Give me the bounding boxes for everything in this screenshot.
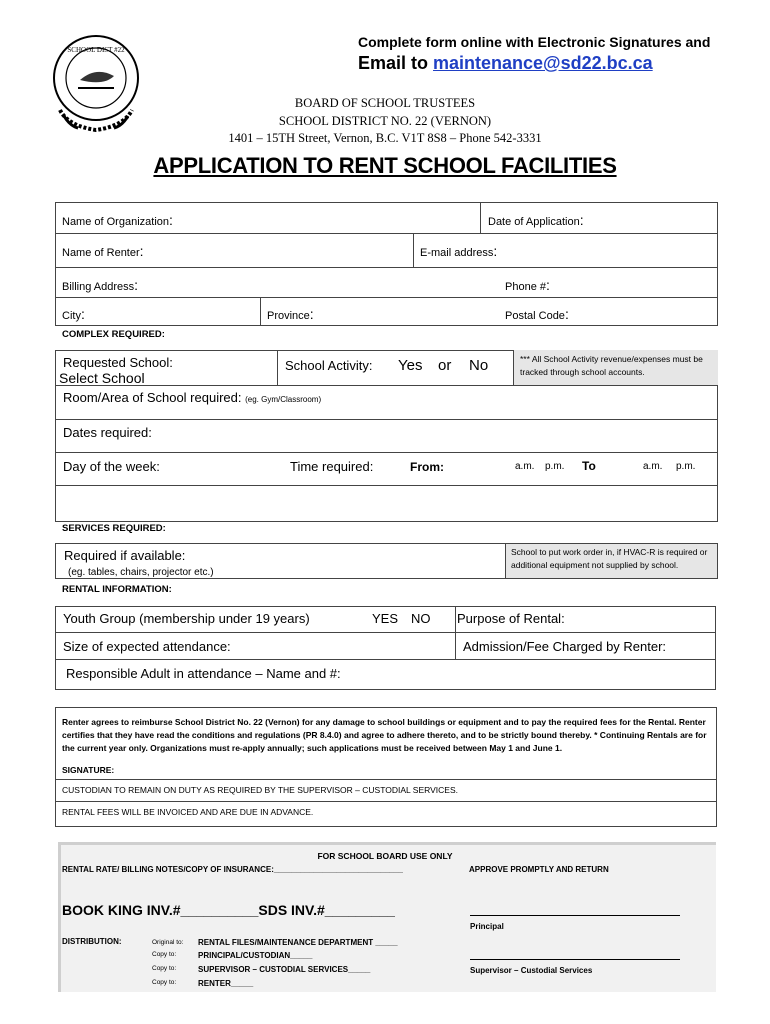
office-use-heading: FOR SCHOOL BOARD USE ONLY [317,851,453,861]
copy-to-label-3: Copy to: [152,979,177,986]
dates-required-field[interactable]: Dates required: [63,425,152,440]
colon: : [545,277,550,293]
rental-information-heading: RENTAL INFORMATION: [62,584,172,595]
time-required-label: Time required: [290,459,374,474]
colon: : [134,277,139,293]
label: Name of Renter [62,247,140,259]
board-name: BOARD OF SCHOOL TRUSTEES [294,96,476,110]
colon: : [309,306,314,322]
school-activity-label: School Activity: [285,358,373,373]
district-name: SCHOOL DISTRICT NO. 22 (VERNON) [278,114,492,128]
approve-label: APPROVE PROMPTLY AND RETURN [469,865,609,874]
complex-required-heading: COMPLEX REQUIRED: [62,329,165,340]
supervisor-custodial-line: SUPERVISOR – CUSTODIAL SERVICES_____ [198,965,371,974]
distribution-label: DISTRIBUTION: [62,937,122,946]
youth-group-yes[interactable]: YES [372,611,399,626]
date-of-application-field[interactable] [488,212,584,228]
school-activity-no[interactable]: No [469,357,489,374]
billing-address-field[interactable] [62,277,138,293]
province-field[interactable] [267,306,314,322]
to-label: To [582,459,596,473]
school-activity-or: or [438,357,452,374]
colon: : [139,243,144,259]
room-area-field[interactable] [63,390,321,405]
to-am[interactable]: a.m. [643,461,663,472]
colon: : [169,212,173,228]
colon: : [493,243,498,259]
label: Date of Application [488,216,580,228]
city-field[interactable] [62,306,85,322]
page-title: APPLICATION TO RENT SCHOOL FACILITIES [153,153,617,178]
email-address-field[interactable] [420,243,497,259]
colon: : [564,306,569,322]
email-prefix: Email to [358,53,434,73]
label: Postal Code [505,310,565,322]
fees-notice: RENTAL FEES WILL BE INVOICED AND ARE DUE IN ADVANCE. [62,807,314,817]
principal-custodian-line: PRINCIPAL/CUSTODIAN_____ [198,951,313,960]
youth-group-label: Youth Group (membership under 19 years) [63,611,310,626]
rental-files-line: RENTAL FILES/MAINTENANCE DEPARTMENT _____ [198,938,398,947]
supervisor-signature-line[interactable] [470,959,680,960]
colon: : [80,306,85,322]
select-school-dropdown[interactable]: Select School [59,370,145,386]
room-hint: (eg. Gym/Classroom) [245,395,322,404]
admission-fee-field[interactable]: Admission/Fee Charged by Renter: [463,639,667,654]
day-of-week-field[interactable]: Day of the week: [63,459,160,474]
svg-text:SCHOOL DIST #22: SCHOOL DIST #22 [67,46,125,54]
copy-to-label-1: Copy to: [152,951,177,958]
name-of-organization-field[interactable] [62,212,173,228]
from-pm[interactable]: p.m. [545,461,565,472]
responsible-adult-field[interactable]: Responsible Adult in attendance – Name and #: [66,666,341,681]
to-pm[interactable]: p.m. [676,461,696,472]
colon: : [579,212,584,228]
label: Name of Organization [62,216,169,228]
services-note: School to put work order in, if HVAC-R is required or additional equipment not supplied by school. [511,547,708,570]
principal-label: Principal [470,922,504,931]
requested-school-label: Requested School: [63,355,173,370]
label: Billing Address [62,281,135,293]
renter-line: RENTER_____ [198,979,254,988]
label: Province [267,310,310,322]
from-am[interactable]: a.m. [515,461,535,472]
size-attendance-field[interactable]: Size of expected attendance: [63,639,231,654]
custodian-notice: CUSTODIAN TO REMAIN ON DUTY AS REQUIRED BY THE SUPERVISOR – CUSTODIAL SERVICES. [62,785,458,795]
label: Phone # [505,281,546,293]
services-examples: (eg. tables, chairs, projector etc.) [68,567,214,578]
district-address: 1401 – 15TH Street, Vernon, B.C. V1T 8S8 – Phone 542-3331 [228,131,542,145]
signature-field[interactable]: SIGNATURE: [62,765,115,775]
services-required-heading: SERVICES REQUIRED: [62,523,166,534]
phone-field[interactable] [505,277,550,293]
label: City [62,310,81,322]
youth-group-no[interactable]: NO [411,611,431,626]
rate-notes-field[interactable]: RENTAL RATE/ BILLING NOTES/COPY OF INSURANCE:_____________________________ [62,865,403,874]
email-instruction [358,53,653,74]
online-instruction: Complete form online with Electronic Signatures and [358,34,711,50]
school-activity-note: *** All School Activity revenue/expenses must be tracked through school accounts. [520,354,703,377]
from-label: From: [410,460,444,474]
email-link[interactable]: maintenance@sd22.bc.ca [433,53,653,73]
book-king-field[interactable]: BOOK KING INV.#__________SDS INV.#_________ [62,902,395,918]
postal-code-field[interactable] [505,306,569,322]
required-if-available-field[interactable]: Required if available: [64,548,186,563]
agreement-paragraph: Renter agrees to reimburse School District No. 22 (Vernon) for any damage to school buildings or equipment and to pay the required fees for the Rental. Renter certifies that they have read the conditions and regulations (PR 8.4.0) and agree to adhere thereto, and to be strictly bound thereby. * Continuing Rentals are for the current year only. Organizations must re-apply annually; such applications must be received between May 1 and June 1. [62,717,707,753]
supervisor-label: Supervisor – Custodial Services [470,966,593,975]
original-to-label: Original to: [152,939,184,946]
copy-to-label-2: Copy to: [152,965,177,972]
name-of-renter-field[interactable] [62,243,144,259]
principal-signature-line[interactable] [470,915,680,916]
purpose-of-rental-field[interactable]: Purpose of Rental: [457,611,565,626]
label: Room/Area of School required: [63,390,242,405]
school-activity-yes[interactable]: Yes [398,357,423,374]
label: E-mail address [420,247,494,259]
